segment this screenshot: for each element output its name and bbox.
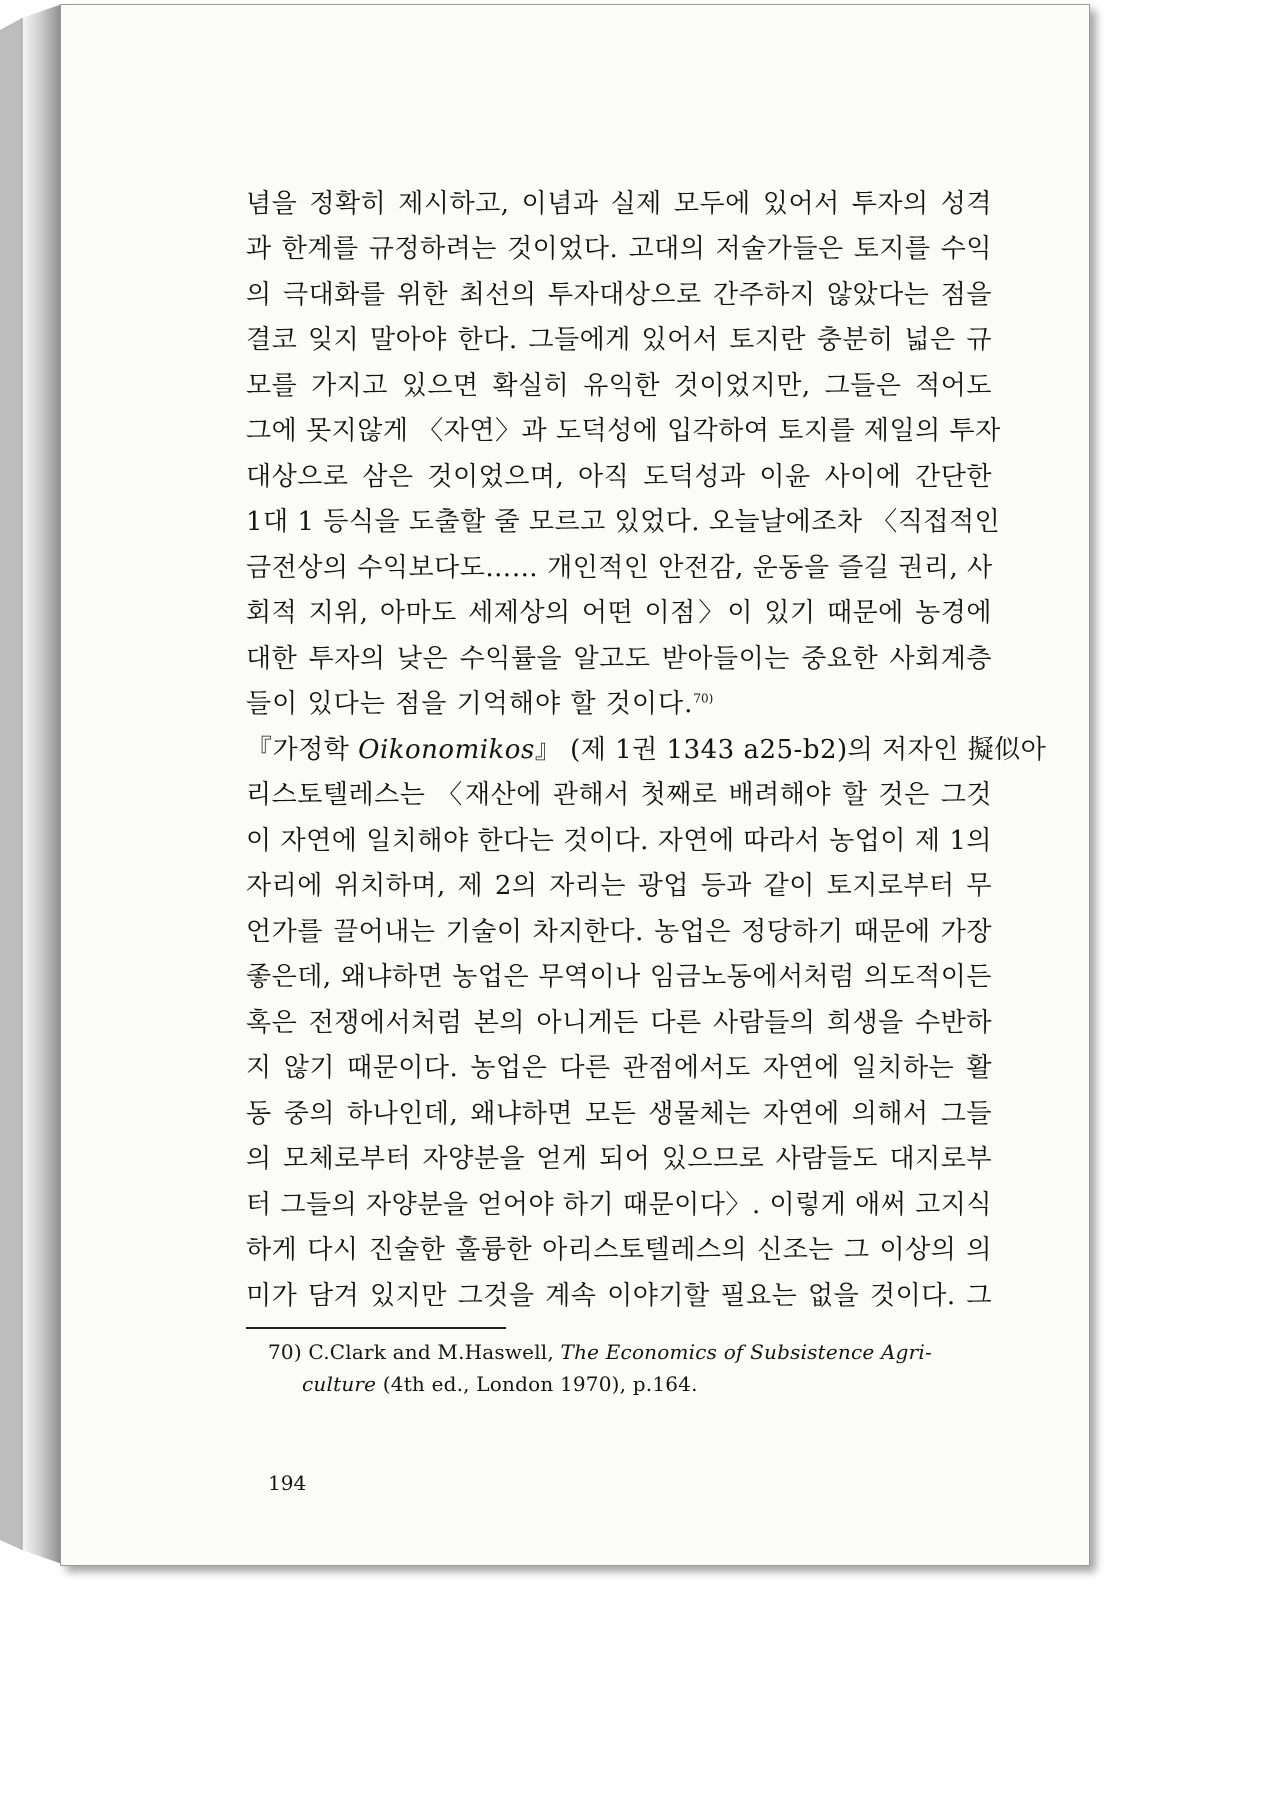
text-line: 대한 투자의 낮은 수익률을 알고도 받아들이는 중요한 사회계층 [246, 644, 992, 674]
text-line-paragraph-end [246, 687, 992, 721]
text-line: 좋은데, 왜냐하면 농업은 무역이나 임금노동에서처럼 의도적이든 [246, 962, 992, 992]
text-line: 혹은 전쟁에서처럼 본의 아니게든 다른 사람들의 희생을 수반하 [246, 1008, 992, 1038]
footnote-line-2 [302, 1371, 698, 1397]
text-line: 그에 못지않게 〈자연〉과 도덕성에 입각하여 토지를 제일의 투자 [246, 416, 1001, 446]
text-line: 과 한계를 규정하려는 것이었다. 고대의 저술가들은 토지를 수익 [246, 234, 992, 264]
text-line: 1대 1 등식을 도출할 줄 모르고 있었다. 오늘날에조차 〈직접적인 [246, 507, 1001, 537]
text-line: 결코 잊지 말아야 한다. 그들에게 있어서 토지란 충분히 넓은 규 [246, 325, 992, 355]
text-line: 자리에 위치하며, 제 2의 자리는 광업 등과 같이 토지로부터 무 [246, 871, 992, 901]
footnote-rule [246, 1327, 506, 1329]
text-line-rest: (제 1권 1343 a25-b2)의 저자인 擬似아 [561, 735, 1047, 765]
footnote-line-1 [268, 1339, 992, 1365]
page-number: 194 [268, 1471, 307, 1495]
text-line: 리스토텔레스는 〈재산에 관해서 첫째로 배려해야 할 것은 그것 [246, 780, 992, 810]
text-line: 금전상의 수익보다도…… 개인적인 안전감, 운동을 즐길 권리, 사 [246, 553, 993, 583]
text-line: 언가를 끌어내는 기술이 차지한다. 농업은 정당하기 때문에 가장 [246, 917, 992, 947]
footnote-publication: (4th ed., London 1970), p.164. [376, 1372, 698, 1396]
text-line: 의 극대화를 위한 최선의 투자대상으로 간주하지 않았다는 점을 [246, 280, 992, 310]
book-title-bracket-open: 『가정학 [246, 735, 359, 765]
text-line-paragraph-start [246, 733, 1047, 767]
book-title-bracket-close: 』 [534, 735, 562, 765]
text-line-content: 들이 있다는 점을 기억해야 할 것이다. [246, 689, 694, 719]
footnote-authors: C.Clark and M.Haswell, [308, 1340, 561, 1364]
text-line: 지 않기 때문이다. 농업은 다른 관점에서도 자연에 일치하는 활 [246, 1053, 992, 1083]
text-line: 념을 정확히 제시하고, 이념과 실제 모두에 있어서 투자의 성격 [246, 189, 992, 219]
text-line: 모를 가지고 있으면 확실히 유익한 것이었지만, 그들은 적어도 [246, 371, 992, 401]
footnote-book-title: The Economics of Subsistence Agri- [560, 1340, 932, 1364]
text-line: 의 모체로부터 자양분을 얻게 되어 있으므로 사람들도 대지로부 [246, 1144, 992, 1174]
text-line: 이 자연에 일치해야 한다는 것이다. 자연에 따라서 농업이 제 1의 [246, 826, 992, 856]
text-line: 하게 다시 진술한 훌륭한 아리스토텔레스의 신조는 그 이상의 의 [246, 1235, 992, 1265]
footnote-number: 70) [268, 1340, 302, 1364]
footnote-book-title-cont: culture [302, 1372, 377, 1396]
book-spine-edge [0, 0, 64, 1568]
text-line: 동 중의 하나인데, 왜냐하면 모든 생물체는 자연에 의해서 그들 [246, 1099, 992, 1129]
text-line: 회적 지위, 아마도 세제상의 어떤 이점〉이 있기 때문에 농경에 [246, 598, 992, 628]
text-line: 미가 담겨 있지만 그것을 계속 이야기할 필요는 없을 것이다. 그 [246, 1281, 992, 1311]
text-line: 터 그들의 자양분을 얻어야 하기 때문이다〉. 이렇게 애써 고지식 [246, 1190, 992, 1220]
book-title-oikonomikos: Oikonomikos [358, 735, 535, 765]
footnote-reference-70: 70) [693, 691, 714, 706]
text-line: 대상으로 삼은 것이었으며, 아직 도덕성과 이윤 사이에 간단한 [246, 462, 992, 492]
